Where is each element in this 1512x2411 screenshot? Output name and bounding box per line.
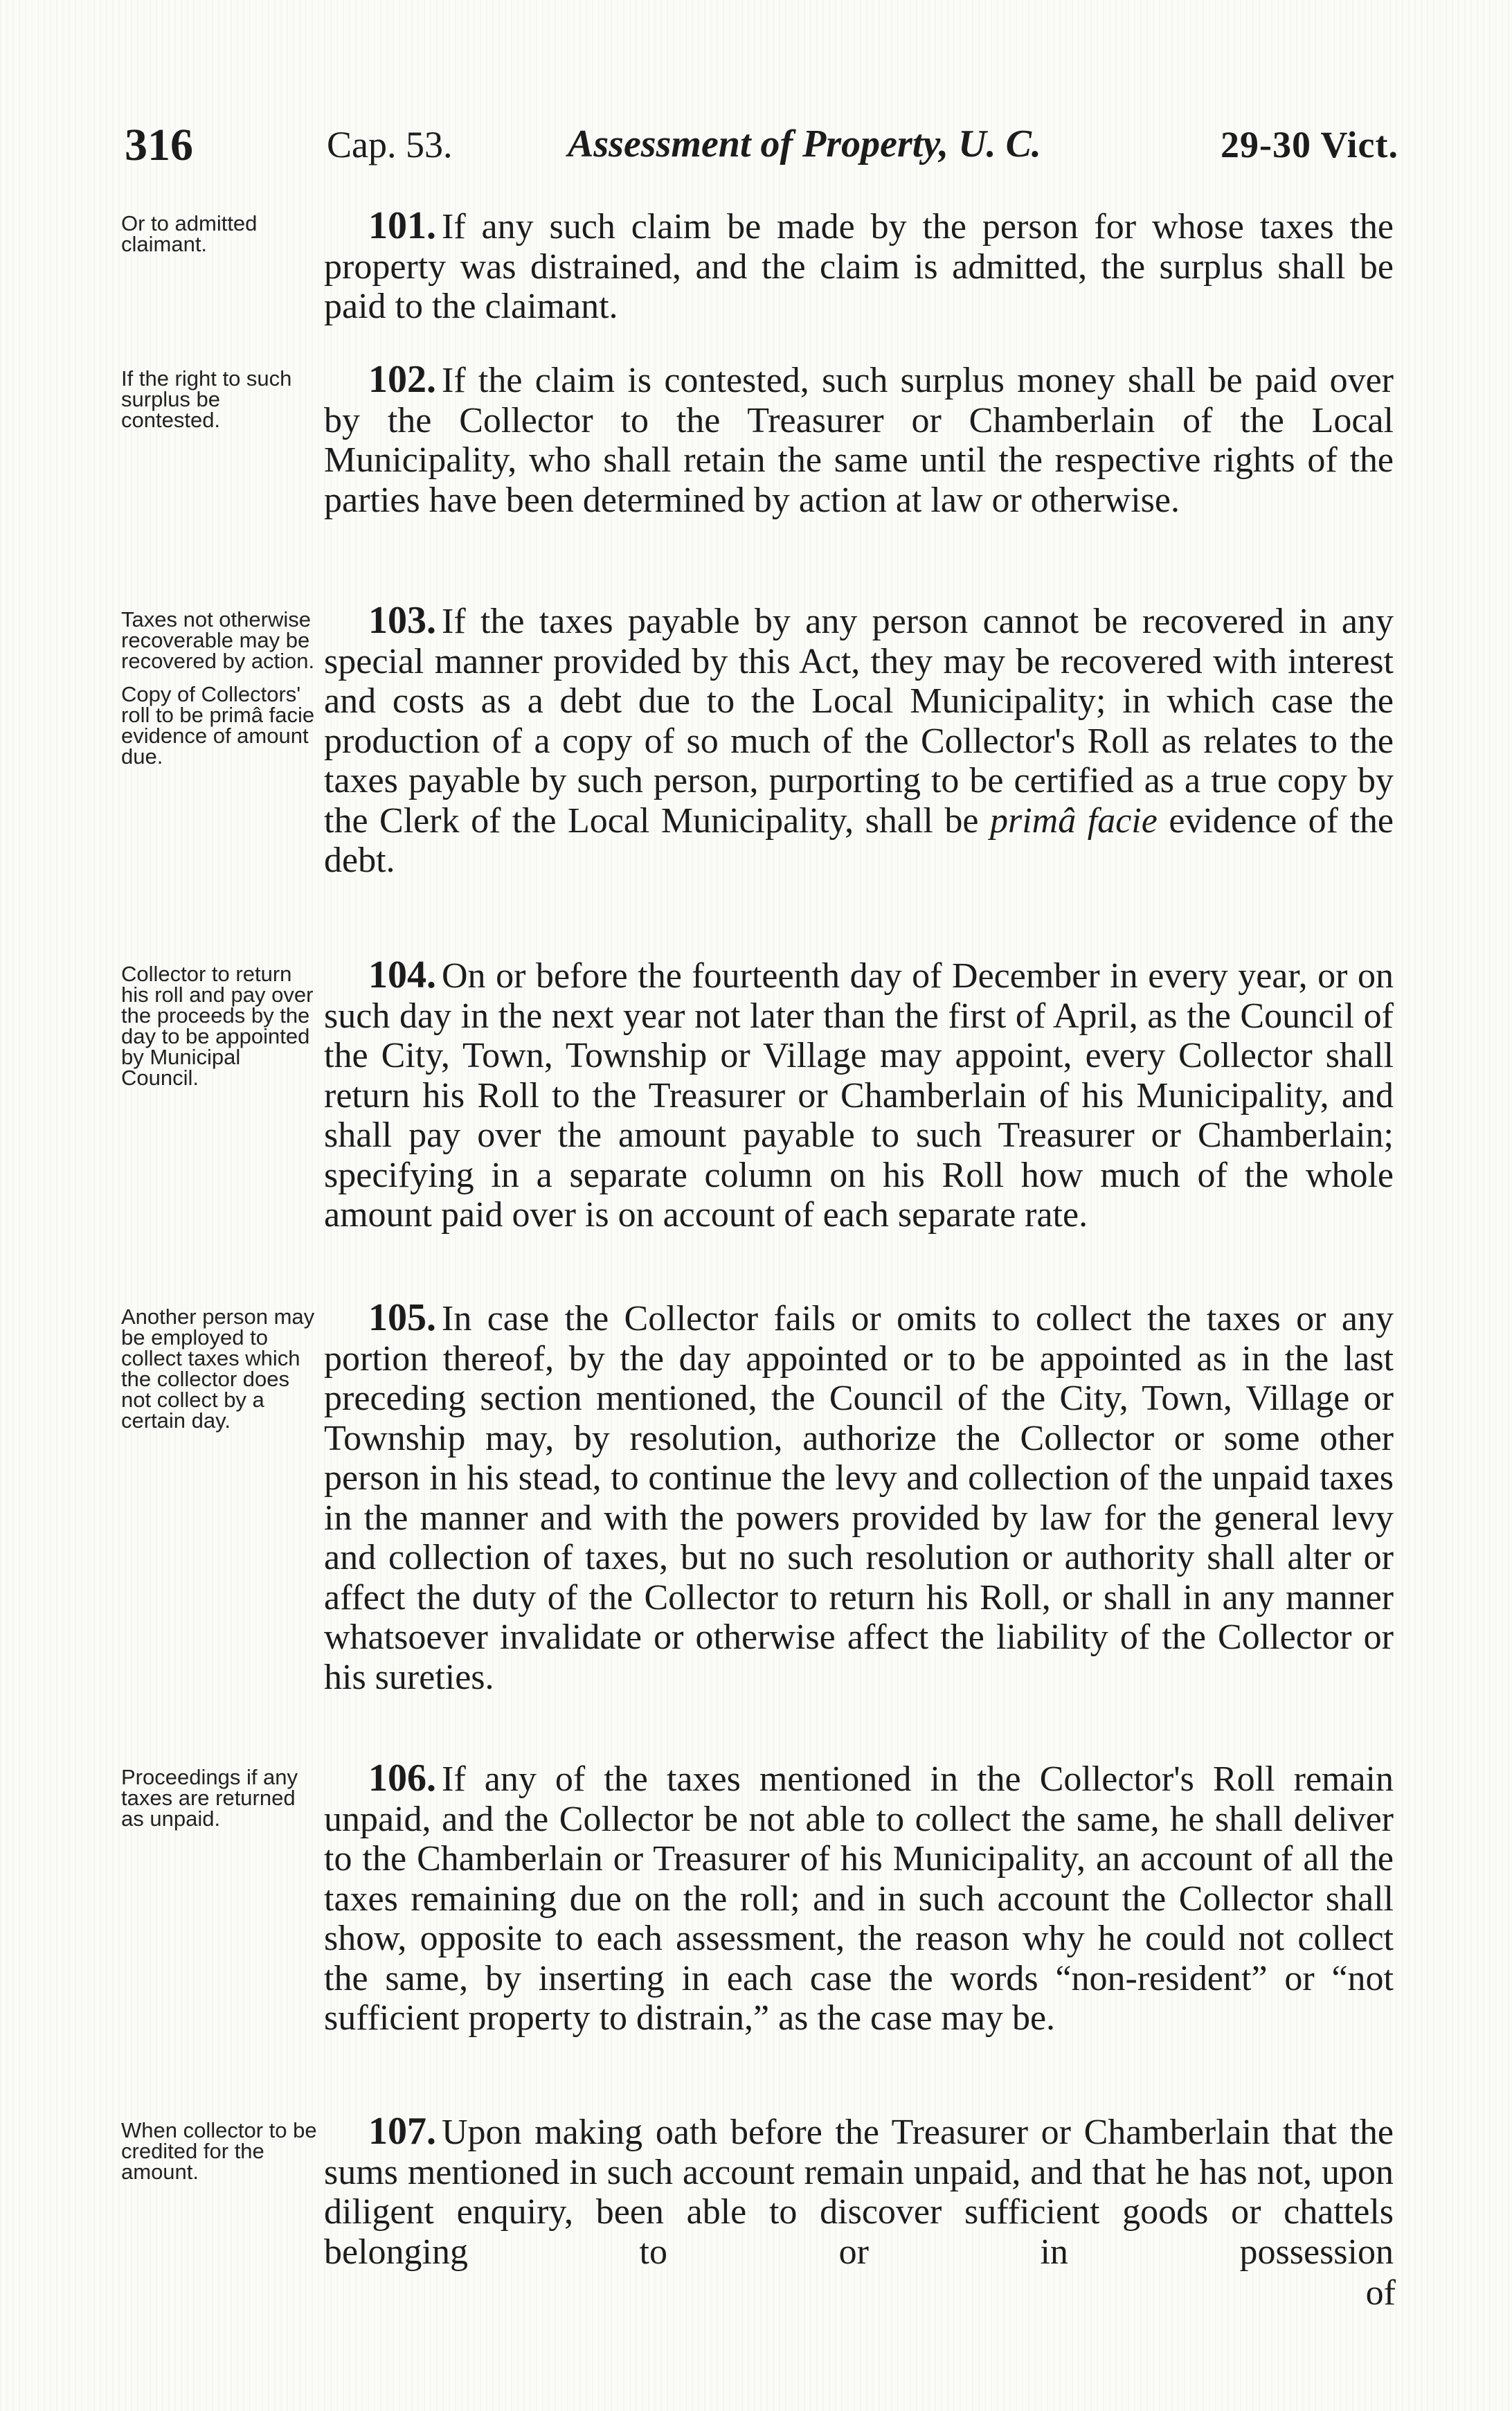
chapter-label: Cap. 53. bbox=[327, 124, 453, 165]
margin-note: Proceedings if any taxes are returned as unpaid. bbox=[121, 1765, 298, 1831]
page-number: 316 bbox=[125, 120, 193, 170]
margin-note: Another person may be employed to collect taxes which the collector does not collect by a certain day. bbox=[121, 1305, 315, 1433]
margin-note: When collector to be credited for the amount. bbox=[121, 2118, 317, 2184]
section-text: 104. On or before the fourteenth day of December in every year, or on such day in the next year not later than the first of April, as the Council of the City, Town, Township or Village may appoint, every Collector shall return his Roll to the Treasurer or Chamberlain of his Municipality, and shall pay over the amount payable to such Treasurer or Chamberlain; specifying in a separate column on his Roll how much of the whole amount paid over is on account of each separate rate. bbox=[324, 953, 1394, 1235]
section-number: 102. bbox=[368, 358, 436, 401]
running-header bbox=[125, 119, 1398, 174]
section-number: 107. bbox=[368, 2110, 436, 2153]
section-text: 103. If the taxes payable by any person cannot be recovered in any special manner provided by this Act, they may be recovered with interest and costs as a debt due to the Local Municipality; in which case the production of a copy of so much of the Collector's Roll as relates to the taxes payable by such person, purporting to be certified as a true copy by the Clerk of the Local Municipality, shall be primâ facie evidence of the debt. bbox=[324, 599, 1394, 880]
regnal-year: 29-30 Vict. bbox=[1221, 124, 1398, 165]
margin-note: Taxes not otherwise recoverable may be recovered by action. Copy of Collectors' roll to be primâ facie evidence of amount due. bbox=[121, 609, 322, 776]
catchword: of bbox=[1365, 2273, 1396, 2313]
section-number: 101. bbox=[368, 204, 436, 247]
margin-note: Or to admitted claimant. bbox=[121, 211, 258, 256]
margin-note: Collector to return his roll and pay over the proceeds by the day to be appointed by Municipal Council. bbox=[121, 962, 314, 1090]
section-text: 105. In case the Collector fails or omits to collect the taxes or any portion thereof, by the day appointed or to be appointed as in the last preceding section mentioned, the Council of the City, Town, Village or Township may, by resolution, authorize the Collector or some other person in his stead, to continue the levy and collection of the unpaid taxes in the manner and with the powers provided by law for the general levy and collection of taxes, but no such resolution or authority shall alter or affect the duty of the Collector to return his Roll, or shall in any manner whatsoever invalidate or otherwise affect the liability of the Collector or his sureties. bbox=[324, 1296, 1394, 1697]
section-text: 101. If any such claim be made by the person for whose taxes the property was distrained, and the claim is admitted, the surplus shall be paid to the claimant. bbox=[324, 204, 1394, 326]
section-number: 103. bbox=[368, 599, 436, 642]
section-number: 105. bbox=[368, 1296, 436, 1339]
section-text: 107. Upon making oath before the Treasurer or Chamberlain that the sums mentioned in such account remain unpaid, and that he has not, upon diligent enquiry, been able to discover sufficient goods or chattels belonging to or in possession bbox=[324, 2110, 1394, 2272]
section-text: 106. If any of the taxes mentioned in the Collector's Roll remain unpaid, and the Collector be not able to collect the same, he shall deliver to the Chamberlain or Treasurer of his Municipality, an account of all the taxes remaining due on the roll; and in such account the Collector shall show, opposite to each assessment, the reason why he could not collect the same, by inserting in each case the words “non-resident” or “not sufficient property to distrain,” as the case may be. bbox=[324, 1757, 1394, 2038]
margin-note-secondary: Copy of Collectors' roll to be primâ facie evidence of amount due. bbox=[121, 682, 315, 769]
section-text: 102. If the claim is contested, such surplus money shall be paid over by the Collector to the Treasurer or Chamberlain of the Local Municipality, who shall retain the same until the respective rights of the parties have been determined by action at law or otherwise. bbox=[324, 358, 1394, 520]
running-title: Assessment of Property, U. C. bbox=[568, 123, 1041, 165]
margin-note: If the right to such surplus be contested. bbox=[121, 366, 292, 432]
section-number: 106. bbox=[368, 1757, 436, 1800]
section-number: 104. bbox=[368, 953, 436, 996]
